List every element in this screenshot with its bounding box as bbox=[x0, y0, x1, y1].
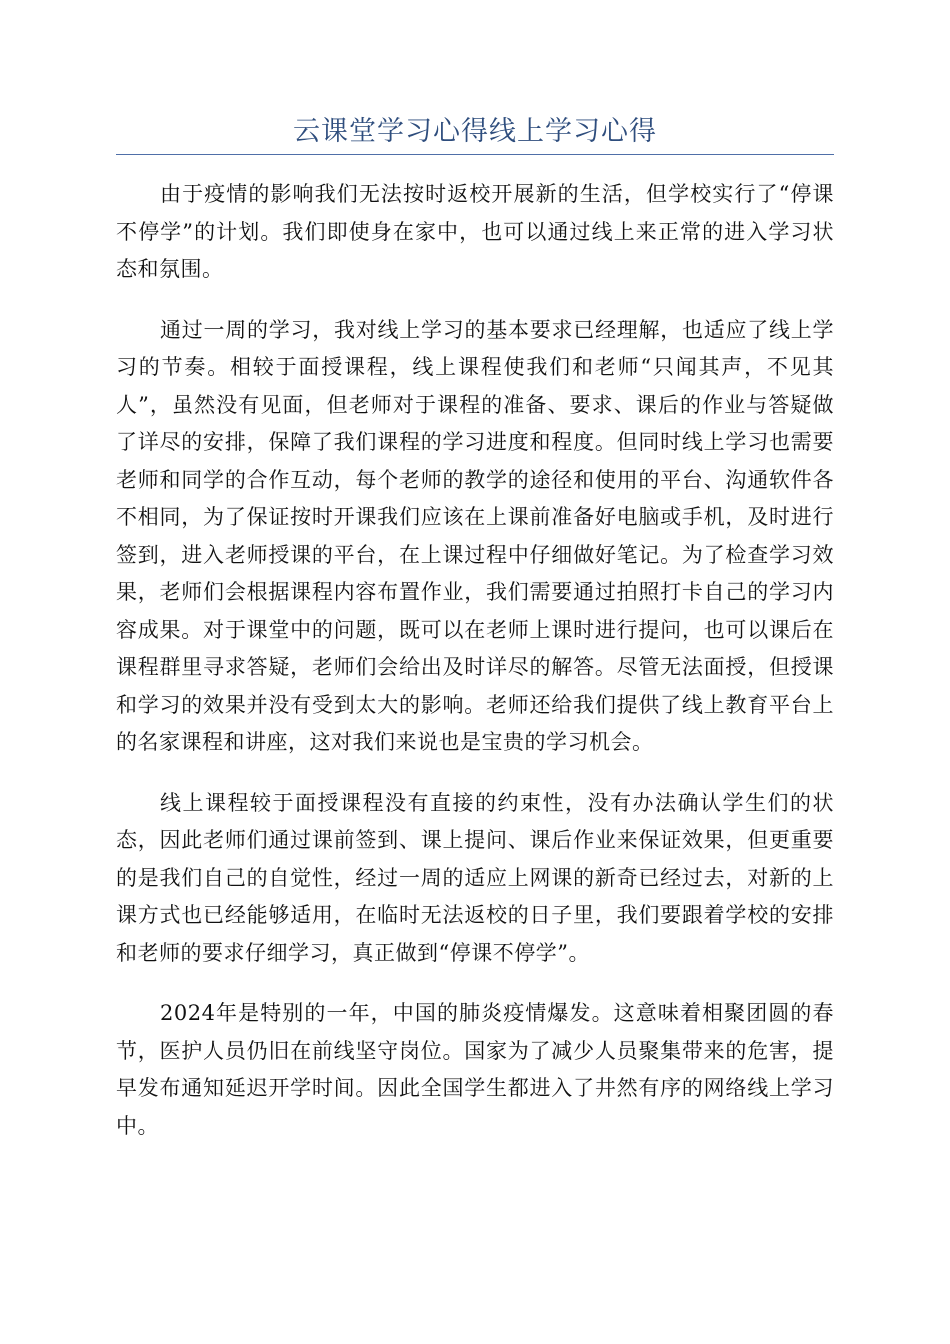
paragraph-2: 通过一周的学习，我对线上学习的基本要求已经理解，也适应了线上学习的节奏。相较于面授课程，线上课程使我们和老师“只闻其声，不见其人”，虽然没有见面，但老师对于课程的准备、要求、课后的作业与答疑做了详尽的安排，保障了我们课程的学习进度和程度。但同时线上学习也需要老师和同学的合作互动，每个老师的教学的途径和使用的平台、沟通软件各不相同，为了保证按时开课我们应该在上课前准备好电脑或手机，及时进行签到，进入老师授课的平台，在上课过程中仔细做好笔记。为了检查学习效果，老师们会根据课程内容布置作业，我们需要通过拍照打卡自己的学习内容成果。对于课堂中的问题，既可以在老师上课时进行提问，也可以课后在课程群里寻求答疑，老师们会给出及时详尽的解答。尽管无法面授，但授课和学习的效果并没有受到太大的影响。老师还给我们提供了线上教育平台上的名家课程和讲座，这对我们来说也是宝贵的学习机会。 bbox=[116, 317, 834, 754]
paragraph-3: 线上课程较于面授课程没有直接的约束性，没有办法确认学生们的状态，因此老师们通过课前签到、课上提问、课后作业来保证效果，但更重要的是我们自己的自觉性，经过一周的适应上网课的新奇已经过去，对新的上课方式也已经能够适用，在临时无法返校的日子里，我们要跟着学校的安排和老师的要求仔细学习，真正做到“停课不停学”。 bbox=[116, 790, 834, 965]
title-underline bbox=[116, 154, 834, 155]
paragraph-1: 由于疫情的影响我们无法按时返校开展新的生活，但学校实行了“停课不停学”的计划。我们即使身在家中，也可以通过线上来正常的进入学习状态和氛围。 bbox=[116, 182, 834, 281]
document-title: 云课堂学习心得线上学习心得 bbox=[293, 116, 657, 147]
document-body bbox=[116, 176, 834, 1168]
paragraph-4: 2024年是特别的一年，中国的肺炎疫情爆发。这意味着相聚团圆的春节，医护人员仍旧在前线坚守岗位。国家为了减少人员聚集带来的危害，提早发布通知延迟开学时间。因此全国学生都进入了井然有序的网络线上学习中。 bbox=[116, 1001, 834, 1138]
